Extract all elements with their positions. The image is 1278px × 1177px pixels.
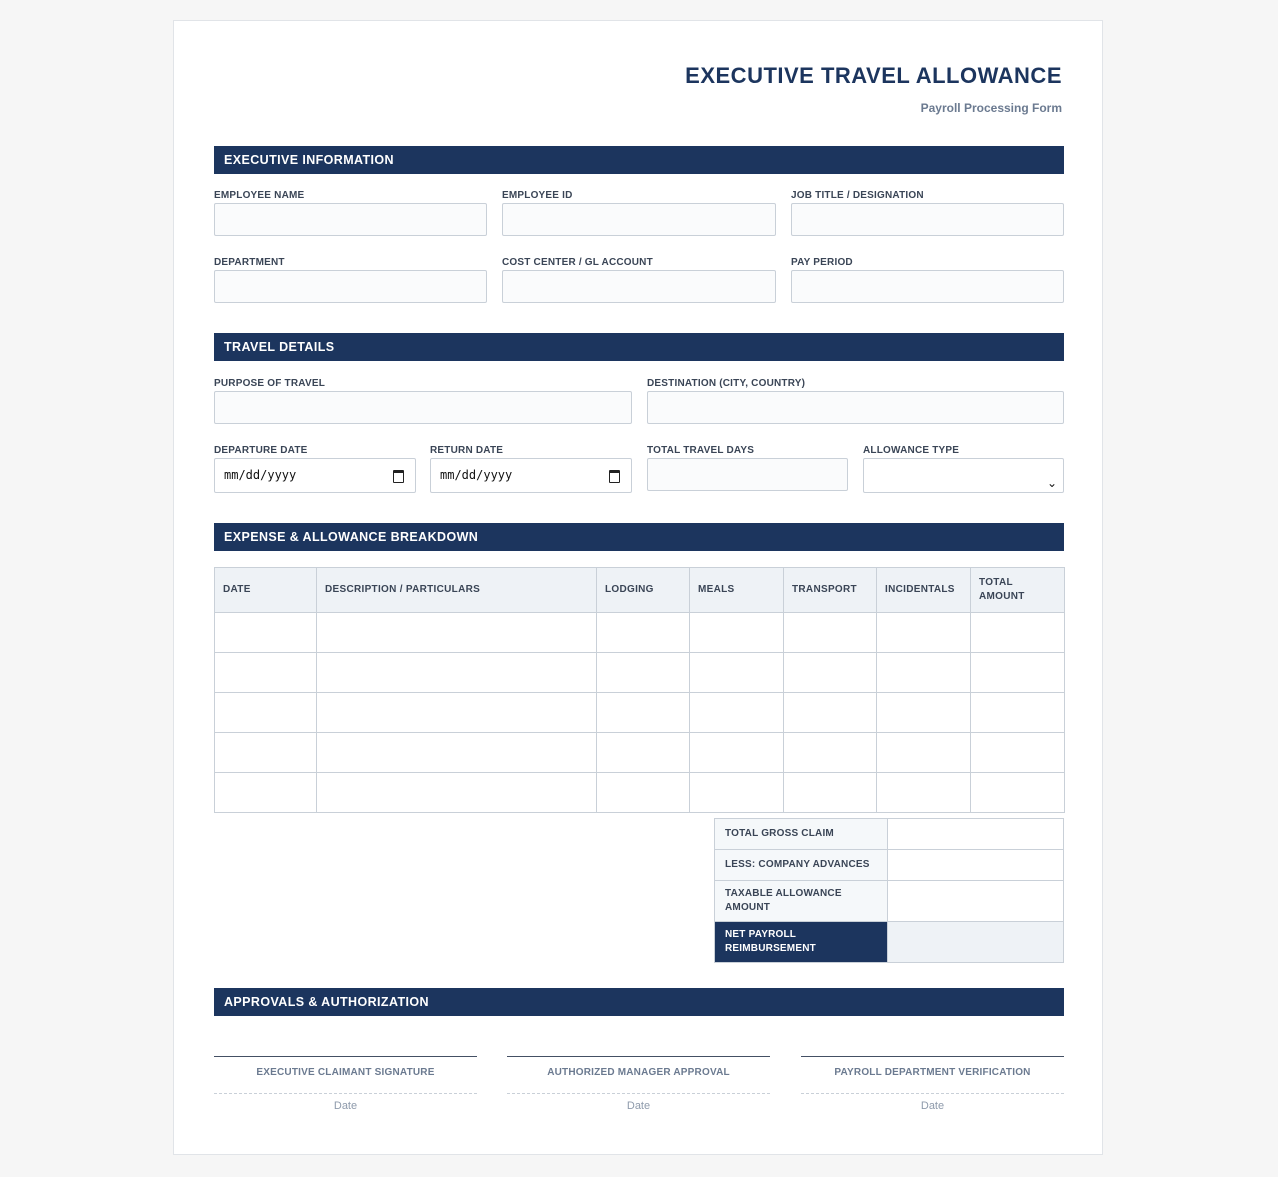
employee-id-label: EMPLOYEE ID — [502, 190, 573, 201]
table-cell[interactable] — [317, 693, 597, 733]
table-cell[interactable] — [215, 773, 317, 813]
table-row — [215, 773, 1065, 813]
destination-input[interactable] — [647, 391, 1064, 424]
employee-id-input[interactable] — [502, 203, 776, 236]
table-cell[interactable] — [317, 613, 597, 653]
table-cell[interactable] — [690, 693, 784, 733]
page-subtitle: Payroll Processing Form — [920, 101, 1062, 115]
allowance-type-label: ALLOWANCE TYPE — [863, 445, 960, 456]
table-cell[interactable] — [215, 693, 317, 733]
summary-row-advances — [715, 850, 1064, 881]
claimant-date-label: Date — [333, 1100, 358, 1112]
table-cell[interactable] — [877, 733, 971, 773]
column-header: LODGING — [597, 568, 690, 613]
calendar-icon[interactable] — [609, 470, 620, 483]
manager-date-label: Date — [626, 1100, 651, 1112]
departure-date-field — [214, 445, 416, 493]
net-reimbursement-value[interactable] — [888, 922, 1064, 963]
pay-period-field — [791, 257, 1064, 303]
table-cell[interactable] — [971, 693, 1065, 733]
total-days-input[interactable] — [647, 458, 848, 491]
taxable-allowance-value[interactable] — [888, 881, 1064, 922]
table-cell[interactable] — [971, 653, 1065, 693]
total-gross-claim-value[interactable] — [888, 819, 1064, 850]
cost-center-field — [502, 257, 776, 303]
job-title-input[interactable] — [791, 203, 1064, 236]
table-row — [215, 733, 1065, 773]
purpose-input[interactable] — [214, 391, 632, 424]
column-header: DATE — [215, 568, 317, 613]
company-advances-label: LESS: COMPANY ADVANCES — [715, 850, 888, 881]
summary-row-taxable — [715, 881, 1064, 922]
table-cell[interactable] — [597, 653, 690, 693]
payroll-date-label: Date — [920, 1100, 945, 1112]
section-travel-details: TRAVEL DETAILS — [214, 333, 1064, 361]
table-cell[interactable] — [784, 693, 877, 733]
destination-label: DESTINATION (CITY, COUNTRY) — [647, 378, 806, 389]
column-header: TRANSPORT — [784, 568, 877, 613]
signature-line[interactable] — [507, 1056, 770, 1057]
department-input[interactable] — [214, 270, 487, 303]
expense-table — [214, 567, 1065, 813]
table-cell[interactable] — [597, 613, 690, 653]
table-cell[interactable] — [877, 773, 971, 813]
allowance-type-select[interactable] — [863, 458, 1064, 493]
page-title: EXECUTIVE TRAVEL ALLOWANCE — [685, 63, 1062, 88]
signature-line[interactable] — [214, 1056, 477, 1057]
table-cell[interactable] — [317, 773, 597, 813]
table-cell[interactable] — [971, 613, 1065, 653]
company-advances-value[interactable] — [888, 850, 1064, 881]
total-gross-claim-label: TOTAL GROSS CLAIM — [715, 819, 888, 850]
table-cell[interactable] — [317, 733, 597, 773]
column-header: DESCRIPTION / PARTICULARS — [317, 568, 597, 613]
table-cell[interactable] — [784, 613, 877, 653]
table-cell[interactable] — [784, 653, 877, 693]
signature-line[interactable] — [801, 1056, 1064, 1057]
employee-name-field — [214, 190, 487, 236]
summary-row-net — [715, 922, 1064, 963]
taxable-allowance-label: TAXABLE ALLOWANCE AMOUNT — [715, 881, 888, 922]
column-header: TOTAL AMOUNT — [971, 568, 1065, 613]
form-page — [173, 20, 1103, 1155]
net-reimbursement-label: NET PAYROLL REIMBURSEMENT — [715, 922, 888, 963]
department-label: DEPARTMENT — [214, 257, 285, 268]
allowance-type-field — [863, 445, 1064, 493]
section-expense-breakdown: EXPENSE & ALLOWANCE BREAKDOWN — [214, 523, 1064, 551]
return-date-input[interactable] — [430, 458, 632, 493]
claimant-signature-block — [214, 1056, 477, 1112]
table-cell[interactable] — [784, 733, 877, 773]
table-cell[interactable] — [690, 733, 784, 773]
table-header-row — [215, 568, 1065, 613]
job-title-field — [791, 190, 1064, 236]
table-cell[interactable] — [317, 653, 597, 693]
total-days-field — [647, 445, 848, 491]
cost-center-label: COST CENTER / GL ACCOUNT — [502, 257, 653, 268]
payroll-verification-block — [801, 1056, 1064, 1112]
table-cell[interactable] — [877, 693, 971, 733]
job-title-label: JOB TITLE / DESIGNATION — [791, 190, 924, 201]
table-cell[interactable] — [784, 773, 877, 813]
departure-date-placeholder: mm/dd/yyyy — [224, 468, 297, 482]
table-row — [215, 613, 1065, 653]
total-days-label: TOTAL TRAVEL DAYS — [647, 445, 755, 456]
section-executive-information: EXECUTIVE INFORMATION — [214, 146, 1064, 174]
pay-period-input[interactable] — [791, 270, 1064, 303]
calendar-icon[interactable] — [393, 470, 404, 483]
departure-date-input[interactable] — [214, 458, 416, 493]
table-row — [215, 653, 1065, 693]
claimant-signature-label: EXECUTIVE CLAIMANT SIGNATURE — [214, 1067, 477, 1094]
table-cell[interactable] — [690, 653, 784, 693]
table-cell[interactable] — [690, 613, 784, 653]
column-header: MEALS — [690, 568, 784, 613]
table-cell[interactable] — [690, 773, 784, 813]
employee-name-input[interactable] — [214, 203, 487, 236]
column-header: INCIDENTALS — [877, 568, 971, 613]
cost-center-input[interactable] — [502, 270, 776, 303]
return-date-placeholder: mm/dd/yyyy — [440, 468, 513, 482]
payroll-verification-label: PAYROLL DEPARTMENT VERIFICATION — [801, 1067, 1064, 1094]
manager-approval-block — [507, 1056, 770, 1112]
table-cell[interactable] — [877, 653, 971, 693]
table-cell[interactable] — [215, 613, 317, 653]
employee-name-label: EMPLOYEE NAME — [214, 190, 305, 201]
table-cell[interactable] — [877, 613, 971, 653]
pay-period-label: PAY PERIOD — [791, 257, 853, 268]
department-field — [214, 257, 487, 303]
return-date-label: RETURN DATE — [430, 445, 504, 456]
table-cell[interactable] — [597, 733, 690, 773]
chevron-down-icon[interactable]: ⌄ — [1046, 476, 1057, 490]
table-cell[interactable] — [597, 773, 690, 813]
table-cell[interactable] — [971, 733, 1065, 773]
return-date-field — [430, 445, 632, 493]
destination-field — [647, 378, 1064, 424]
purpose-field — [214, 378, 632, 424]
table-cell[interactable] — [597, 693, 690, 733]
summary-table — [714, 818, 1064, 963]
section-approvals: APPROVALS & AUTHORIZATION — [214, 988, 1064, 1016]
table-cell[interactable] — [215, 653, 317, 693]
table-row — [215, 693, 1065, 733]
form-header — [685, 63, 1062, 115]
purpose-label: PURPOSE OF TRAVEL — [214, 378, 326, 389]
manager-approval-label: AUTHORIZED MANAGER APPROVAL — [507, 1067, 770, 1094]
table-cell[interactable] — [971, 773, 1065, 813]
summary-row-total-gross — [715, 819, 1064, 850]
departure-date-label: DEPARTURE DATE — [214, 445, 308, 456]
table-cell[interactable] — [215, 733, 317, 773]
employee-id-field — [502, 190, 776, 236]
